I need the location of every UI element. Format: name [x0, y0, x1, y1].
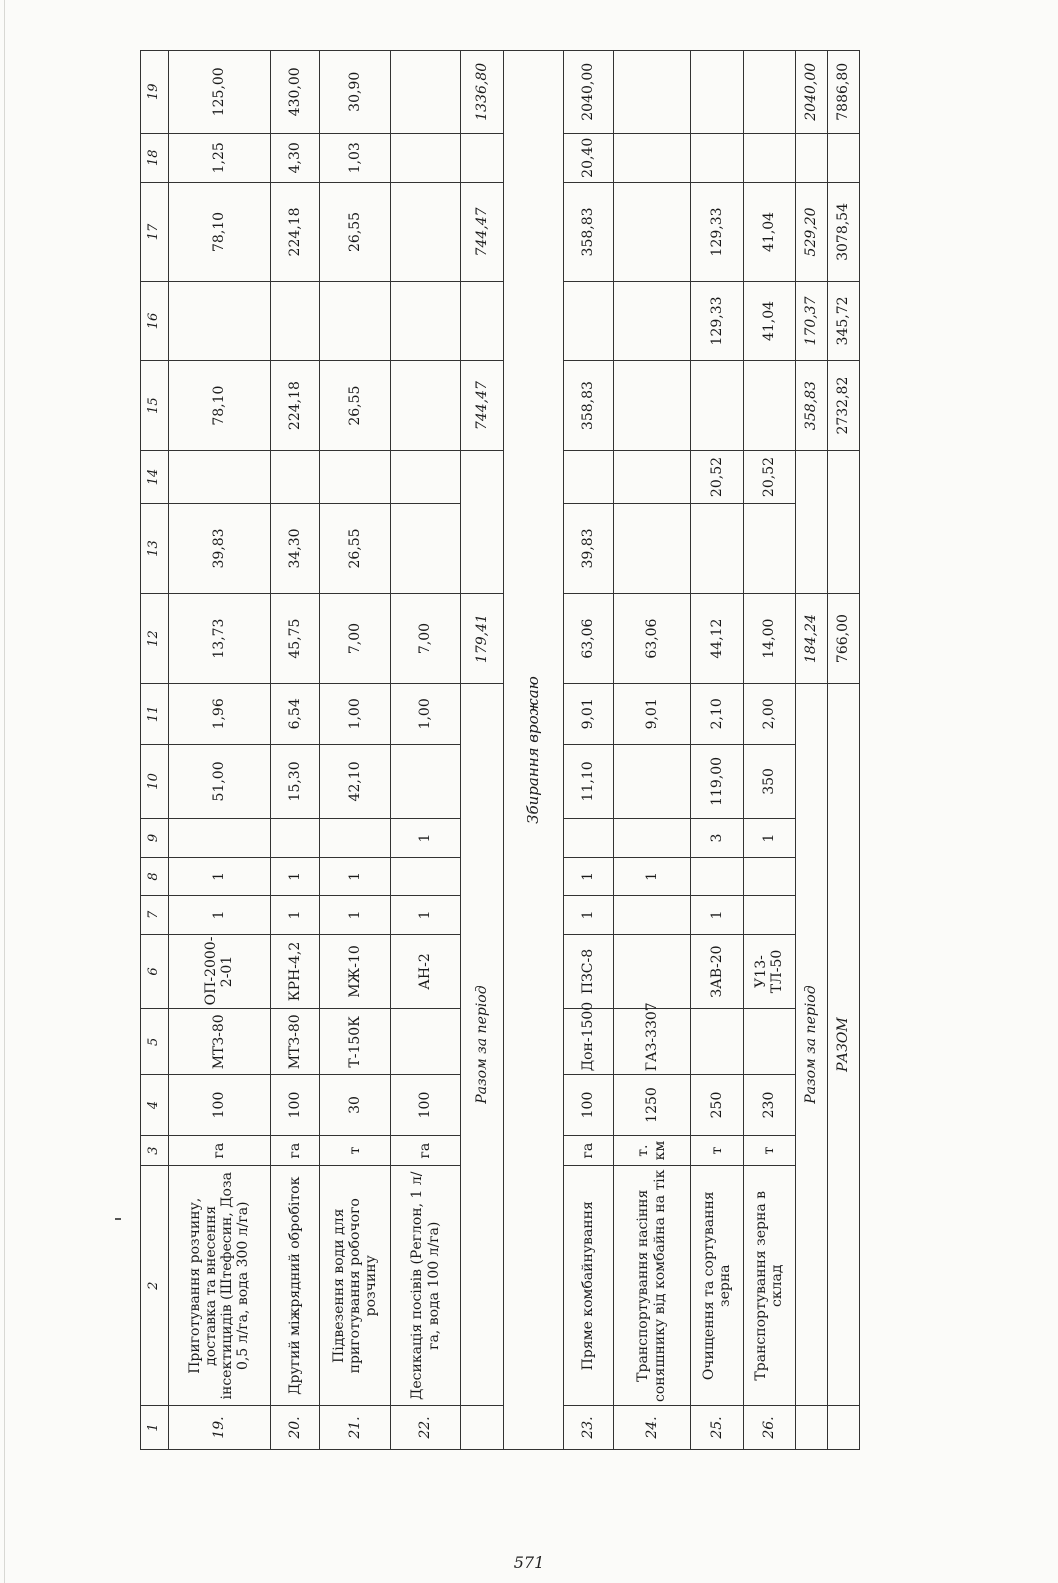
cell: [564, 819, 613, 857]
cell: [613, 183, 690, 282]
operation-name: Пряме комбайнування: [564, 1166, 613, 1406]
table-row: [744, 51, 795, 1450]
cell: [690, 51, 744, 134]
cell: 51,00: [168, 744, 270, 819]
cell: [390, 361, 461, 451]
table-row: [690, 51, 744, 1450]
cell: 2,00: [744, 684, 795, 744]
subtotal-value: 2040,00: [795, 51, 827, 134]
unit: т. км: [613, 1135, 690, 1166]
cell: [795, 451, 827, 594]
header-cell: 19: [141, 51, 169, 134]
table-row: [613, 51, 690, 1450]
cell: 11,10: [564, 744, 613, 819]
cell: 78,10: [168, 361, 270, 451]
subtotal-label: Разом за період: [795, 684, 827, 1406]
cell: [168, 451, 270, 504]
cell: 1: [390, 819, 461, 857]
header-cell: 18: [141, 133, 169, 182]
subtotal-value: 744,47: [461, 361, 504, 451]
total-value: 7886,80: [827, 51, 859, 134]
implement: ЗАВ-20: [690, 934, 744, 1009]
cell: [744, 503, 795, 593]
scan-edge-line: [4, 0, 5, 1583]
header-row: [141, 51, 169, 1450]
cell: 358,83: [564, 183, 613, 282]
operations-table: [140, 50, 860, 1450]
cell: 30,90: [319, 51, 390, 134]
cell: [744, 51, 795, 134]
cell: 7,00: [319, 594, 390, 684]
header-cell: 5: [141, 1009, 169, 1075]
cell: [613, 451, 690, 504]
cell: [744, 896, 795, 934]
operation-name: Десикація посівів (Реглон, 1 л/га, вода 100 л/га): [390, 1166, 461, 1406]
cell: [270, 451, 319, 504]
total-label: РАЗОМ: [827, 684, 859, 1406]
cell: 39,83: [564, 503, 613, 593]
cell: 1,00: [319, 684, 390, 744]
total-row: [827, 51, 859, 1450]
cell: [613, 133, 690, 182]
tractor: Т-150К: [319, 1009, 390, 1075]
cell: [168, 819, 270, 857]
cell: [270, 281, 319, 360]
cell: 20,52: [690, 451, 744, 504]
tractor: ГАЗ-3307: [613, 1009, 690, 1075]
cell: 1: [564, 896, 613, 934]
cell: [319, 281, 390, 360]
implement: АН-2: [390, 934, 461, 1009]
header-cell: 17: [141, 183, 169, 282]
cell: 26,55: [319, 183, 390, 282]
cell: [613, 503, 690, 593]
cell: [827, 133, 859, 182]
cell: 1: [168, 857, 270, 895]
cell: 3: [690, 819, 744, 857]
row-number: 21.: [319, 1406, 390, 1450]
table-row: [319, 51, 390, 1450]
tractor: [390, 1009, 461, 1075]
cell: 358,83: [564, 361, 613, 451]
cell: [795, 133, 827, 182]
subtotal-row: [795, 51, 827, 1450]
volume: 230: [744, 1075, 795, 1135]
header-cell: 3: [141, 1135, 169, 1166]
table-row: [168, 51, 270, 1450]
cell: 1: [564, 857, 613, 895]
cell: 224,18: [270, 361, 319, 451]
subtotal-label: Разом за період: [461, 684, 504, 1406]
cell: 1: [168, 896, 270, 934]
operation-name: Другий міжрядний обробіток: [270, 1166, 319, 1406]
cell: [390, 744, 461, 819]
header-cell: 2: [141, 1166, 169, 1406]
subtotal-value: 170,37: [795, 281, 827, 360]
cell: 41,04: [744, 183, 795, 282]
cell: 1: [613, 857, 690, 895]
cell: [390, 451, 461, 504]
cell: [613, 361, 690, 451]
volume: 250: [690, 1075, 744, 1135]
cell: [564, 451, 613, 504]
implement: У13-ТЛ-50: [744, 934, 795, 1009]
cell: 1,00: [390, 684, 461, 744]
cell: [613, 744, 690, 819]
cell: [690, 857, 744, 895]
section-row: [504, 51, 564, 1450]
cell: 7,00: [390, 594, 461, 684]
cell: 1: [690, 896, 744, 934]
cell: 1: [319, 857, 390, 895]
cell: 1: [319, 896, 390, 934]
cell: 78,10: [168, 183, 270, 282]
cell: [744, 133, 795, 182]
cell: [390, 133, 461, 182]
header-cell: 6: [141, 934, 169, 1009]
cell: [168, 281, 270, 360]
header-cell: 10: [141, 744, 169, 819]
cell: 42,10: [319, 744, 390, 819]
cell: [690, 133, 744, 182]
header-cell: 8: [141, 857, 169, 895]
cell: 430,00: [270, 51, 319, 134]
table-row: [390, 51, 461, 1450]
cell: 44,12: [690, 594, 744, 684]
subtotal-value: 179,41: [461, 594, 504, 684]
operation-name: Очищення та сортування зерна: [690, 1166, 744, 1406]
tractor: [690, 1009, 744, 1075]
cell: 20,40: [564, 133, 613, 182]
cell: 1: [270, 896, 319, 934]
tractor: Дон-1500: [564, 1009, 613, 1075]
tractor: МТЗ-80: [168, 1009, 270, 1075]
header-cell: 7: [141, 896, 169, 934]
unit: т: [319, 1135, 390, 1166]
cell: 224,18: [270, 183, 319, 282]
subtotal-value: 529,20: [795, 183, 827, 282]
cell: 119,00: [690, 744, 744, 819]
cell: 14,00: [744, 594, 795, 684]
subtotal-value: 744,47: [461, 183, 504, 282]
cell: 6,54: [270, 684, 319, 744]
cell: 129,33: [690, 183, 744, 282]
header-cell: 4: [141, 1075, 169, 1135]
cell: [461, 281, 504, 360]
header-cell: 11: [141, 684, 169, 744]
cell: 13,73: [168, 594, 270, 684]
cell: [319, 451, 390, 504]
subtotal-value: 358,83: [795, 361, 827, 451]
cell: [390, 281, 461, 360]
header-cell: 16: [141, 281, 169, 360]
total-value: 3078,54: [827, 183, 859, 282]
cell: [613, 281, 690, 360]
cell: 1,96: [168, 684, 270, 744]
cell: [461, 451, 504, 594]
cell: 1,03: [319, 133, 390, 182]
subtotal-row: [461, 51, 504, 1450]
cell: [319, 819, 390, 857]
implement: ПЗС-8: [564, 934, 613, 1009]
cell: [461, 133, 504, 182]
subtotal-value: 184,24: [795, 594, 827, 684]
cell: [613, 51, 690, 134]
row-number: 19.: [168, 1406, 270, 1450]
implement: КРН-4,2: [270, 934, 319, 1009]
cell: [827, 1406, 859, 1450]
cell: 63,06: [564, 594, 613, 684]
cell: 129,33: [690, 281, 744, 360]
cell: 45,75: [270, 594, 319, 684]
volume: 100: [270, 1075, 319, 1135]
cell: [390, 503, 461, 593]
header-cell: 1: [141, 1406, 169, 1450]
table-row: [564, 51, 613, 1450]
cell: 1: [390, 896, 461, 934]
rotated-table-container: [140, 50, 860, 1450]
total-value: 2732,82: [827, 361, 859, 451]
cell: 26,55: [319, 503, 390, 593]
volume: 100: [390, 1075, 461, 1135]
cell: 26,55: [319, 361, 390, 451]
cell: 4,30: [270, 133, 319, 182]
volume: 1250: [613, 1075, 690, 1135]
cell: [390, 51, 461, 134]
cell: [390, 183, 461, 282]
implement: МЖ-10: [319, 934, 390, 1009]
cell: [690, 361, 744, 451]
implement: [613, 934, 690, 1009]
cell: 1,25: [168, 133, 270, 182]
cell: 41,04: [744, 281, 795, 360]
row-number: 26.: [744, 1406, 795, 1450]
cell: [613, 819, 690, 857]
cell: [827, 451, 859, 594]
cell: 125,00: [168, 51, 270, 134]
cell: [461, 1406, 504, 1450]
cell: 2040,00: [564, 51, 613, 134]
cell: 9,01: [564, 684, 613, 744]
header-cell: 15: [141, 361, 169, 451]
cell: [690, 503, 744, 593]
total-value: 345,72: [827, 281, 859, 360]
tractor: МТЗ-80: [270, 1009, 319, 1075]
cell: 39,83: [168, 503, 270, 593]
cell: [744, 361, 795, 451]
subtotal-value: 1336,80: [461, 51, 504, 134]
cell: 34,30: [270, 503, 319, 593]
header-cell: 14: [141, 451, 169, 504]
operation-name: Транспортування насіння соняшнику від комбайна на тік: [613, 1166, 690, 1406]
volume: 30: [319, 1075, 390, 1135]
row-number: 22.: [390, 1406, 461, 1450]
tractor: [744, 1009, 795, 1075]
scan-mark: [115, 1218, 121, 1220]
cell: [795, 1406, 827, 1450]
unit: га: [564, 1135, 613, 1166]
cell: [613, 896, 690, 934]
total-value: 766,00: [827, 594, 859, 684]
row-number: 24.: [613, 1406, 690, 1450]
table-row: [270, 51, 319, 1450]
cell: 1: [744, 819, 795, 857]
operation-name: Приготування розчину, доставка та внесення інсектицидів (Штефесин, Доза 0,5 л/га, вода 300 л/га): [168, 1166, 270, 1406]
cell: 63,06: [613, 594, 690, 684]
unit: т: [690, 1135, 744, 1166]
volume: 100: [168, 1075, 270, 1135]
cell: 9,01: [613, 684, 690, 744]
cell: 15,30: [270, 744, 319, 819]
unit: т: [744, 1135, 795, 1166]
unit: га: [390, 1135, 461, 1166]
cell: [564, 281, 613, 360]
cell: [390, 857, 461, 895]
unit: га: [168, 1135, 270, 1166]
cell: 350: [744, 744, 795, 819]
operation-name: Підвезення води для приготування робочого розчину: [319, 1166, 390, 1406]
header-cell: 13: [141, 503, 169, 593]
operation-name: Транспортування зерна в склад: [744, 1166, 795, 1406]
implement: ОП-2000-2-01: [168, 934, 270, 1009]
header-cell: 9: [141, 819, 169, 857]
cell: 1: [270, 857, 319, 895]
header-cell: 12: [141, 594, 169, 684]
volume: 100: [564, 1075, 613, 1135]
cell: 2,10: [690, 684, 744, 744]
section-title: Збирання врожаю: [504, 51, 564, 1450]
cell: [270, 819, 319, 857]
unit: га: [270, 1135, 319, 1166]
row-number: 20.: [270, 1406, 319, 1450]
row-number: 23.: [564, 1406, 613, 1450]
row-number: 25.: [690, 1406, 744, 1450]
cell: 20,52: [744, 451, 795, 504]
page-number: 571: [513, 1553, 545, 1572]
cell: [744, 857, 795, 895]
